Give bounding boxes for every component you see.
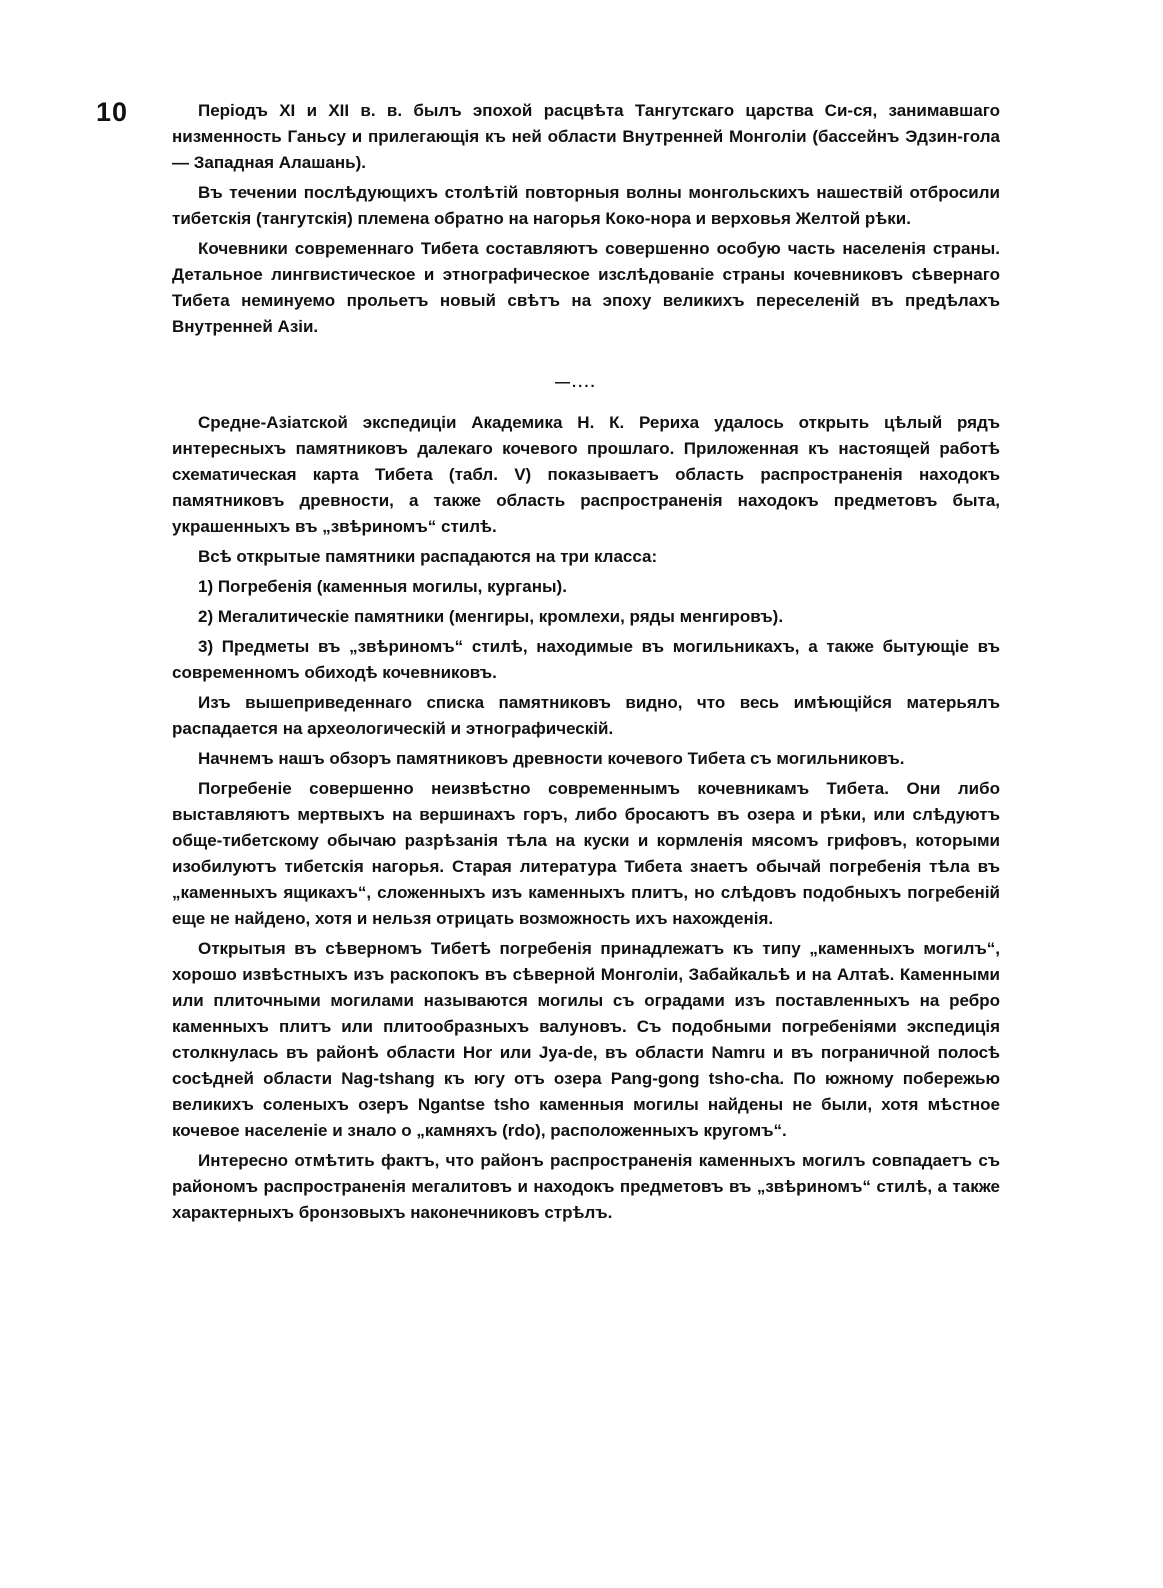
section-monuments [172,410,1000,1230]
list-item: 3) Предметы въ „звѣриномъ“ стилѣ, находимые въ могильникахъ, а также бытующіе въ современномъ обиходѣ кочевниковъ. [172,637,1000,682]
paragraph: Начнемъ нашъ обзоръ памятниковъ древности кочевого Тибета съ могильниковъ. [198,749,905,768]
paragraph: Всѣ открытые памятники распадаются на три класса: [198,547,658,566]
paragraph: Средне-Азіатской экспедиціи Академика Н. К. Рериха удалось открыть цѣлый рядъ интересныхъ памятниковъ далекаго кочевого прошлаго. Приложенная къ настоящей работѣ схематическая карта Тибета (табл. V) показываетъ область распространенія находокъ памятниковъ древности, а также область распространенія находокъ предметовъ быта, украшенныхъ въ „звѣриномъ“ стилѣ. [172,413,1000,536]
list-item: 1) Погребенія (каменныя могилы, курганы). [198,577,567,596]
paragraph: Въ течении послѣдующихъ столѣтій повторныя волны монгольскихъ нашествій отбросили тибетскія (тангутскія) племена обратно на нагорья Коко-нора и верховья Желтой рѣки. [172,183,1000,228]
paragraph: Погребеніе совершенно неизвѣстно современнымъ кочевникамъ Тибета. Они либо выставляютъ мертвыхъ на вершинахъ горъ, либо бросаютъ въ озера и рѣки, или слѣдуютъ обще-тибетскому обычаю разрѣзанія тѣла на куски и кормленія мясомъ грифовъ, которыми изобилуютъ тибетскія нагорья. Старая литература Тибета знаетъ обычай погребенія тѣла въ „каменныхъ ящикахъ“, сложенныхъ изъ каменныхъ плитъ, но слѣдовъ подобныхъ погребеній еще не найдено, хотя и нельзя отрицать возможность ихъ нахожденія. [172,779,1000,928]
paragraph: Открытыя въ сѣверномъ Тибетѣ погребенія принадлежатъ къ типу „каменныхъ могилъ“, хорошо извѣстныхъ изъ раскопокъ въ сѣверной Монголіи, Забайкальѣ и на Алтаѣ. Каменными или плиточными могилами называются могилы съ оградами изъ поставленныхъ на ребро каменныхъ плитъ или плитообразныхъ валуновъ. Съ подобными погребеніями экспедиція столкнулась въ районѣ области Hor или Jya-de, въ области Namru и въ пограничной полосѣ сосѣдней области Nag-tshang къ югу отъ озера Pang-gong tsho-cha. По южному побережью великихъ соленыхъ озеръ Ngantse tsho каменныя могилы найдены не были, хотя мѣстное кочевое населеніе и знало о „камняхъ (rdo), расположенныхъ кругомъ“. [172,939,1000,1140]
paragraph: Періодъ XI и XII в. в. былъ эпохой расцвѣта Тангутскаго царства Си-ся, занимавшаго низменность Ганьсу и прилегающія къ ней области Внутренней Монголіи (бассейнъ Эдзин-гола — Западная Алашань). [172,101,1000,172]
section-separator: —.... [555,374,597,391]
list-item: 2) Мегалитическіе памятники (менгиры, кромлехи, ряды менгировъ). [198,607,784,626]
paragraph: Изъ вышеприведеннаго списка памятниковъ видно, что весь имѣющійся матерьялъ распадается на археологическій и этнографическій. [172,693,1000,738]
paragraph: Интересно отмѣтить фактъ, что районъ распространенія каменныхъ могилъ совпадаетъ съ райономъ распространенія мегалитовъ и находокъ предметовъ въ „звѣриномъ“ стилѣ, а также характерныхъ бронзовыхъ наконечниковъ стрѣлъ. [172,1151,1000,1222]
page-number: 10 [96,97,129,127]
section-history [172,98,1000,344]
paragraph: Кочевники современнаго Тибета составляютъ совершенно особую часть населенія страны. Детальное лингвистическое и этнографическое изслѣдованіе страны кочевниковъ сѣвернаго Тибета неминуемо прольетъ новый свѣтъ на эпоху великихъ переселеній въ предѣлахъ Внутренней Азіи. [172,239,1000,336]
